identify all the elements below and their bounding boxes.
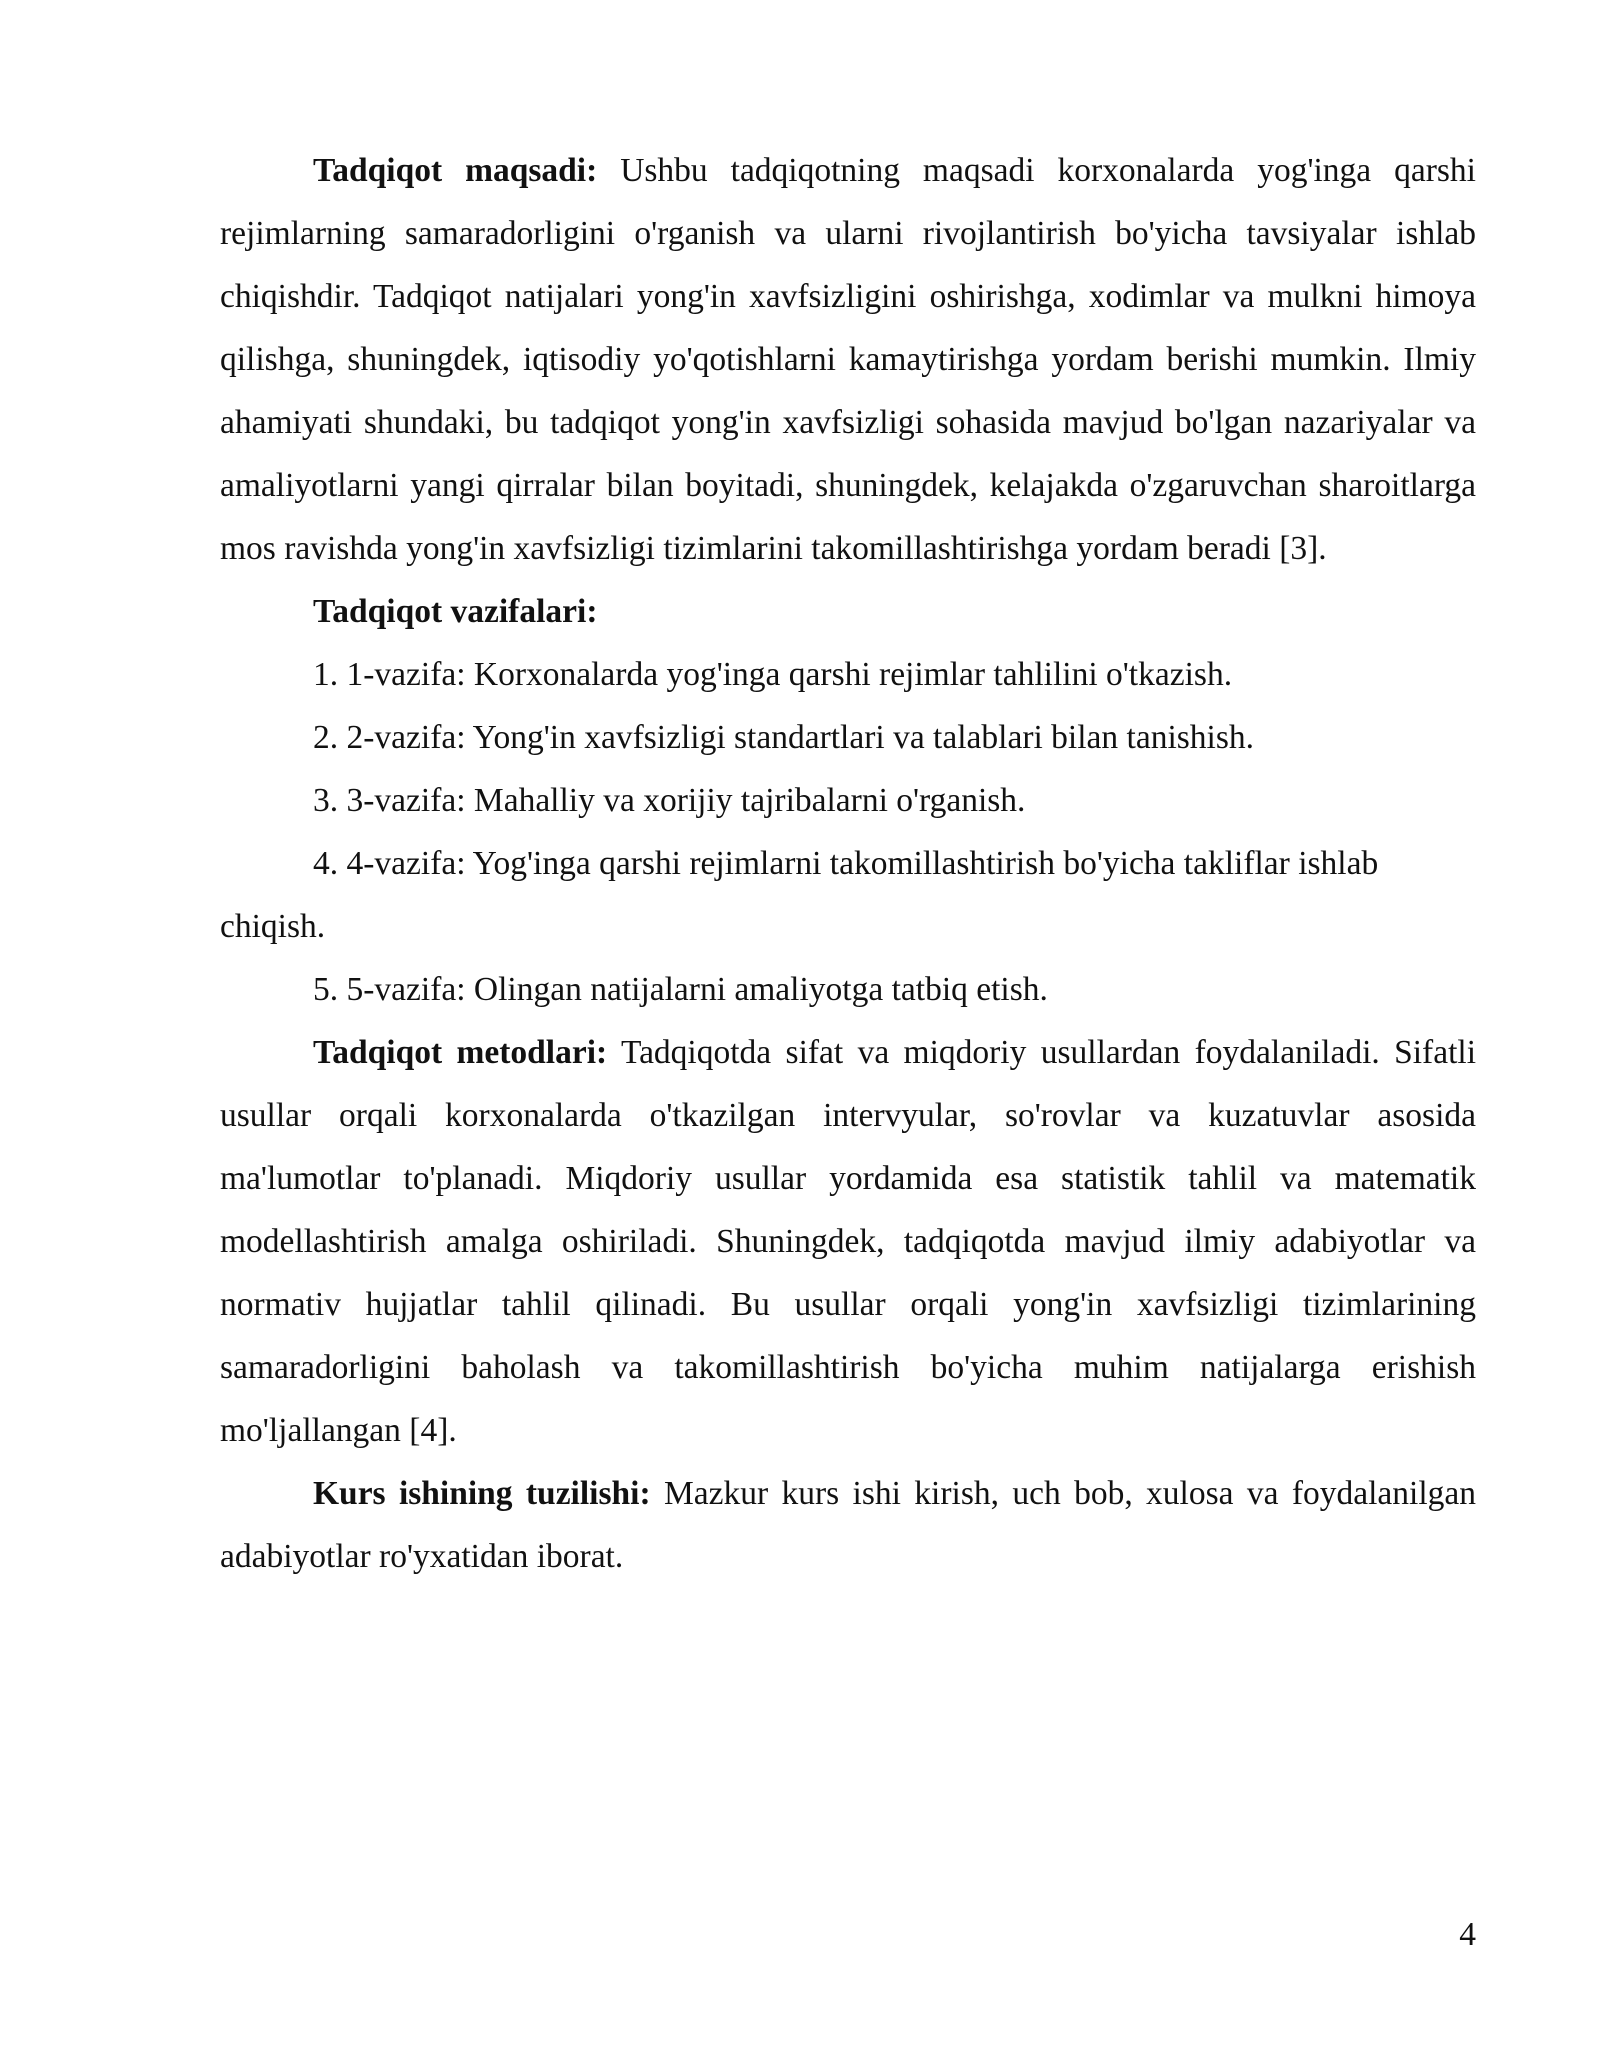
task-item-4: 4. 4-vazifa: Yog'inga qarshi rejimlarni takomillashtirish bo'yicha takliflar ishlab — [313, 845, 1379, 882]
task-item-2: 2. 2-vazifa: Yong'in xavfsizligi standartlari va talablari bilan tanishish. — [313, 719, 1255, 756]
task-item-4-continuation: chiqish. — [220, 908, 326, 945]
purpose-text: Ushbu tadqiqotning maqsadi korxonalarda yog'inga qarshi rejimlarning samaradorligini o'rganish va ularni rivojlantirish bo'yicha tavsiyalar ishlab chiqishdir. Tadqiqot natijalari yong'in xavfsizligini oshirishga, xodimlar va mulkni himoya qilishga, shuningdek, iqtisodiy yo'qotishlarni kamaytirishga yordam berishi mumkin. Ilmiy ahamiyati shundaki, bu tadqiqot yong'in xavfsizligi sohasida mavjud bo'lgan nazariyalar va amaliyotlarni yangi qirralar bilan boyitadi, shuningdek, kelajakda o'zgaruvchan sharoitlarga mos ravishda yong'in xavfsizligi tizimlarini takomillashtirishga yordam beradi [3]. — [220, 152, 1476, 567]
tasks-heading: Tadqiqot vazifalari: — [313, 593, 598, 630]
task-item-5: 5. 5-vazifa: Olingan natijalarni amaliyotga tatbiq etish. — [313, 971, 1048, 1008]
purpose-heading: Tadqiqot maqsadi: — [313, 152, 598, 189]
page-number: 4 — [1459, 1916, 1476, 1953]
document-page — [220, 139, 1476, 1588]
purpose-paragraph — [220, 139, 1476, 580]
structure-paragraph — [220, 1462, 1476, 1588]
task-item-3: 3. 3-vazifa: Mahalliy va xorijiy tajribalarni o'rganish. — [313, 782, 1026, 819]
tasks-heading-paragraph — [220, 580, 1476, 643]
structure-heading: Kurs ishining tuzilishi: — [313, 1475, 651, 1512]
task-item-1: 1. 1-vazifa: Korxonalarda yog'inga qarshi rejimlar tahlilini o'tkazish. — [313, 656, 1233, 693]
methods-heading: Tadqiqot metodlari: — [313, 1034, 608, 1071]
structure-text: Mazkur kurs ishi kirish, uch bob, xulosa va foydalanilgan adabiyotlar ro'yxatidan iborat. — [220, 1475, 1477, 1575]
methods-paragraph — [220, 1021, 1476, 1462]
methods-text: Tadqiqotda sifat va miqdoriy usullardan foydalaniladi. Sifatli usullar orqali korxonalarda o'tkazilgan intervyular, so'rovlar va kuzatuvlar asosida ma'lumotlar to'planadi. Miqdoriy usullar yordamida esa statistik tahlil va matematik modellashtirish amalga oshiriladi. Shuningdek, tadqiqotda mavjud ilmiy adabiyotlar va normativ hujjatlar tahlil qilinadi. Bu usullar orqali yong'in xavfsizligi tizimlarining samaradorligini baholash va takomillashtirish bo'yicha muhim natijalarga erishish mo'ljallangan [4]. — [220, 1034, 1476, 1449]
